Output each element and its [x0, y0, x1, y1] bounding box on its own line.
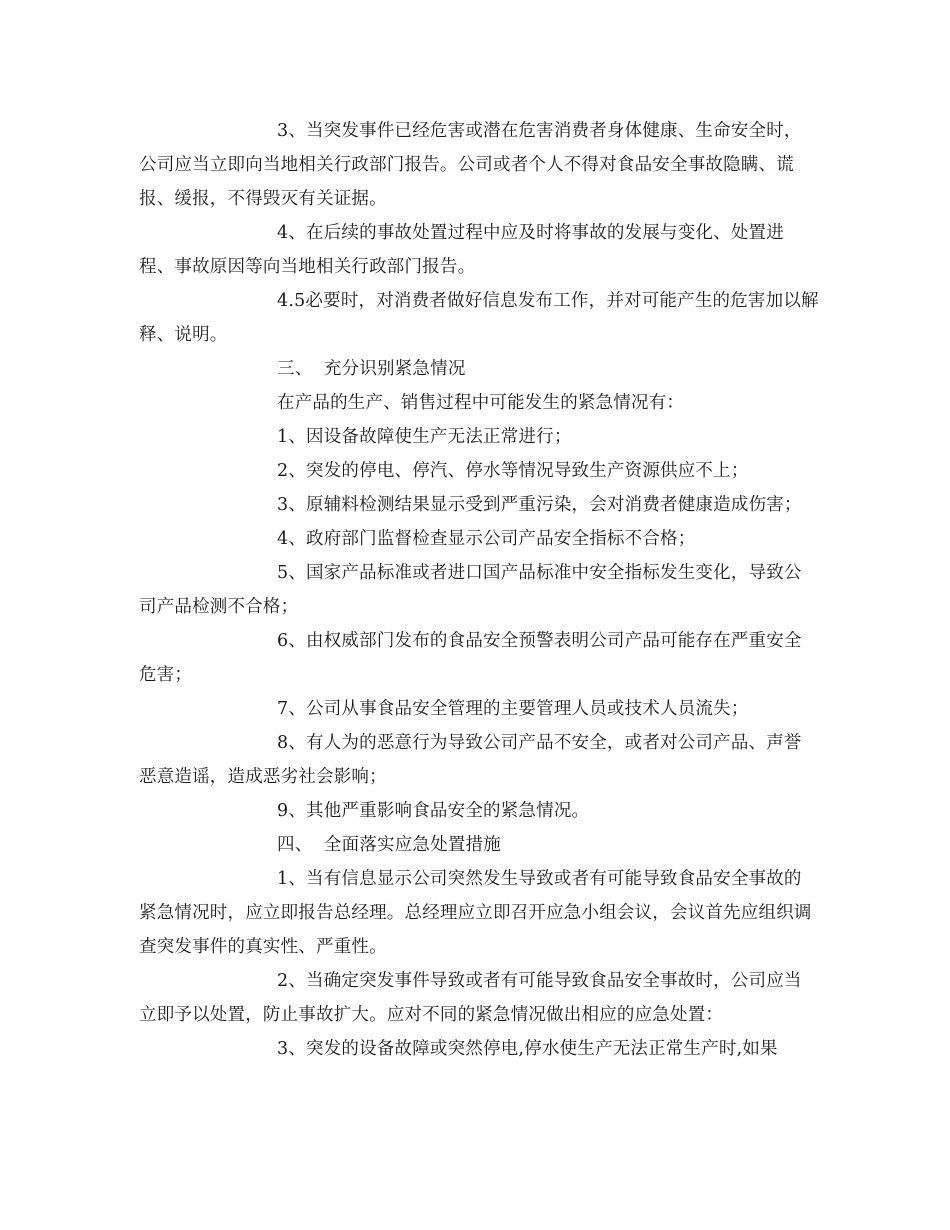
list-item: 1、因设备故障使生产无法正常进行； — [277, 427, 572, 447]
document-body — [139, 114, 819, 1066]
paragraph: 4、在后续的事故处置过程中应及时将事故的发展与变化、处置进程、事故原因等向当地相关行政部门报告。 — [139, 223, 784, 277]
paragraph: 3、突发的设备故障或突然停电,停水使生产无法正常生产时,如果 — [277, 1039, 778, 1059]
paragraph: 3、当突发事件已经危害或潜在危害消费者身体健康、生命安全时，公司应当立即向当地相关行政部门报告。公司或者个人不得对食品安全事故隐瞒、谎报、缓报，不得毁灭有关证据。 — [139, 121, 802, 209]
paragraph: 2、当确定突发事件导致或者有可能导致食品安全事故时，公司应当立即予以处置，防止事故扩大。应对不同的紧急情况做出相应的应急处置： — [139, 971, 802, 1025]
paragraph: 在产品的生产、销售过程中可能发生的紧急情况有： — [277, 393, 685, 413]
list-item: 3、原辅料检测结果显示受到严重污染，会对消费者健康造成伤害； — [277, 495, 802, 515]
list-item: 7、公司从事食品安全管理的主要管理人员或技术人员流失； — [277, 699, 749, 719]
section-heading: 四、 全面落实应急处置措施 — [277, 835, 501, 855]
list-item: 5、国家产品标准或者进口国产品标准中安全指标发生变化，导致公司产品检测不合格； — [139, 563, 802, 617]
paragraph: 1、当有信息显示公司突然发生导致或者有可能导致食品安全事故的紧急情况时，应立即报告总经理。总经理应立即召开应急小组会议，会议首先应组织调查突发事件的真实性、严重性。 — [139, 869, 812, 957]
list-item: 6、由权威部门发布的食品安全预警表明公司产品可能存在严重安全危害； — [139, 631, 802, 685]
list-item: 9、其他严重影响食品安全的紧急情况。 — [277, 801, 590, 821]
list-item: 4、政府部门监督检查显示公司产品安全指标不合格； — [277, 529, 696, 549]
list-item: 8、有人为的恶意行为导致公司产品不安全，或者对公司产品、声誉恶意造谣，造成恶劣社会影响； — [139, 733, 802, 787]
section-heading: 三、 充分识别紧急情况 — [277, 359, 466, 379]
list-item: 2、突发的停电、停汽、停水等情况导致生产资源供应不上； — [277, 461, 749, 481]
paragraph: 4.5必要时，对消费者做好信息发布工作，并对可能产生的危害加以解释、说明。 — [139, 291, 819, 345]
